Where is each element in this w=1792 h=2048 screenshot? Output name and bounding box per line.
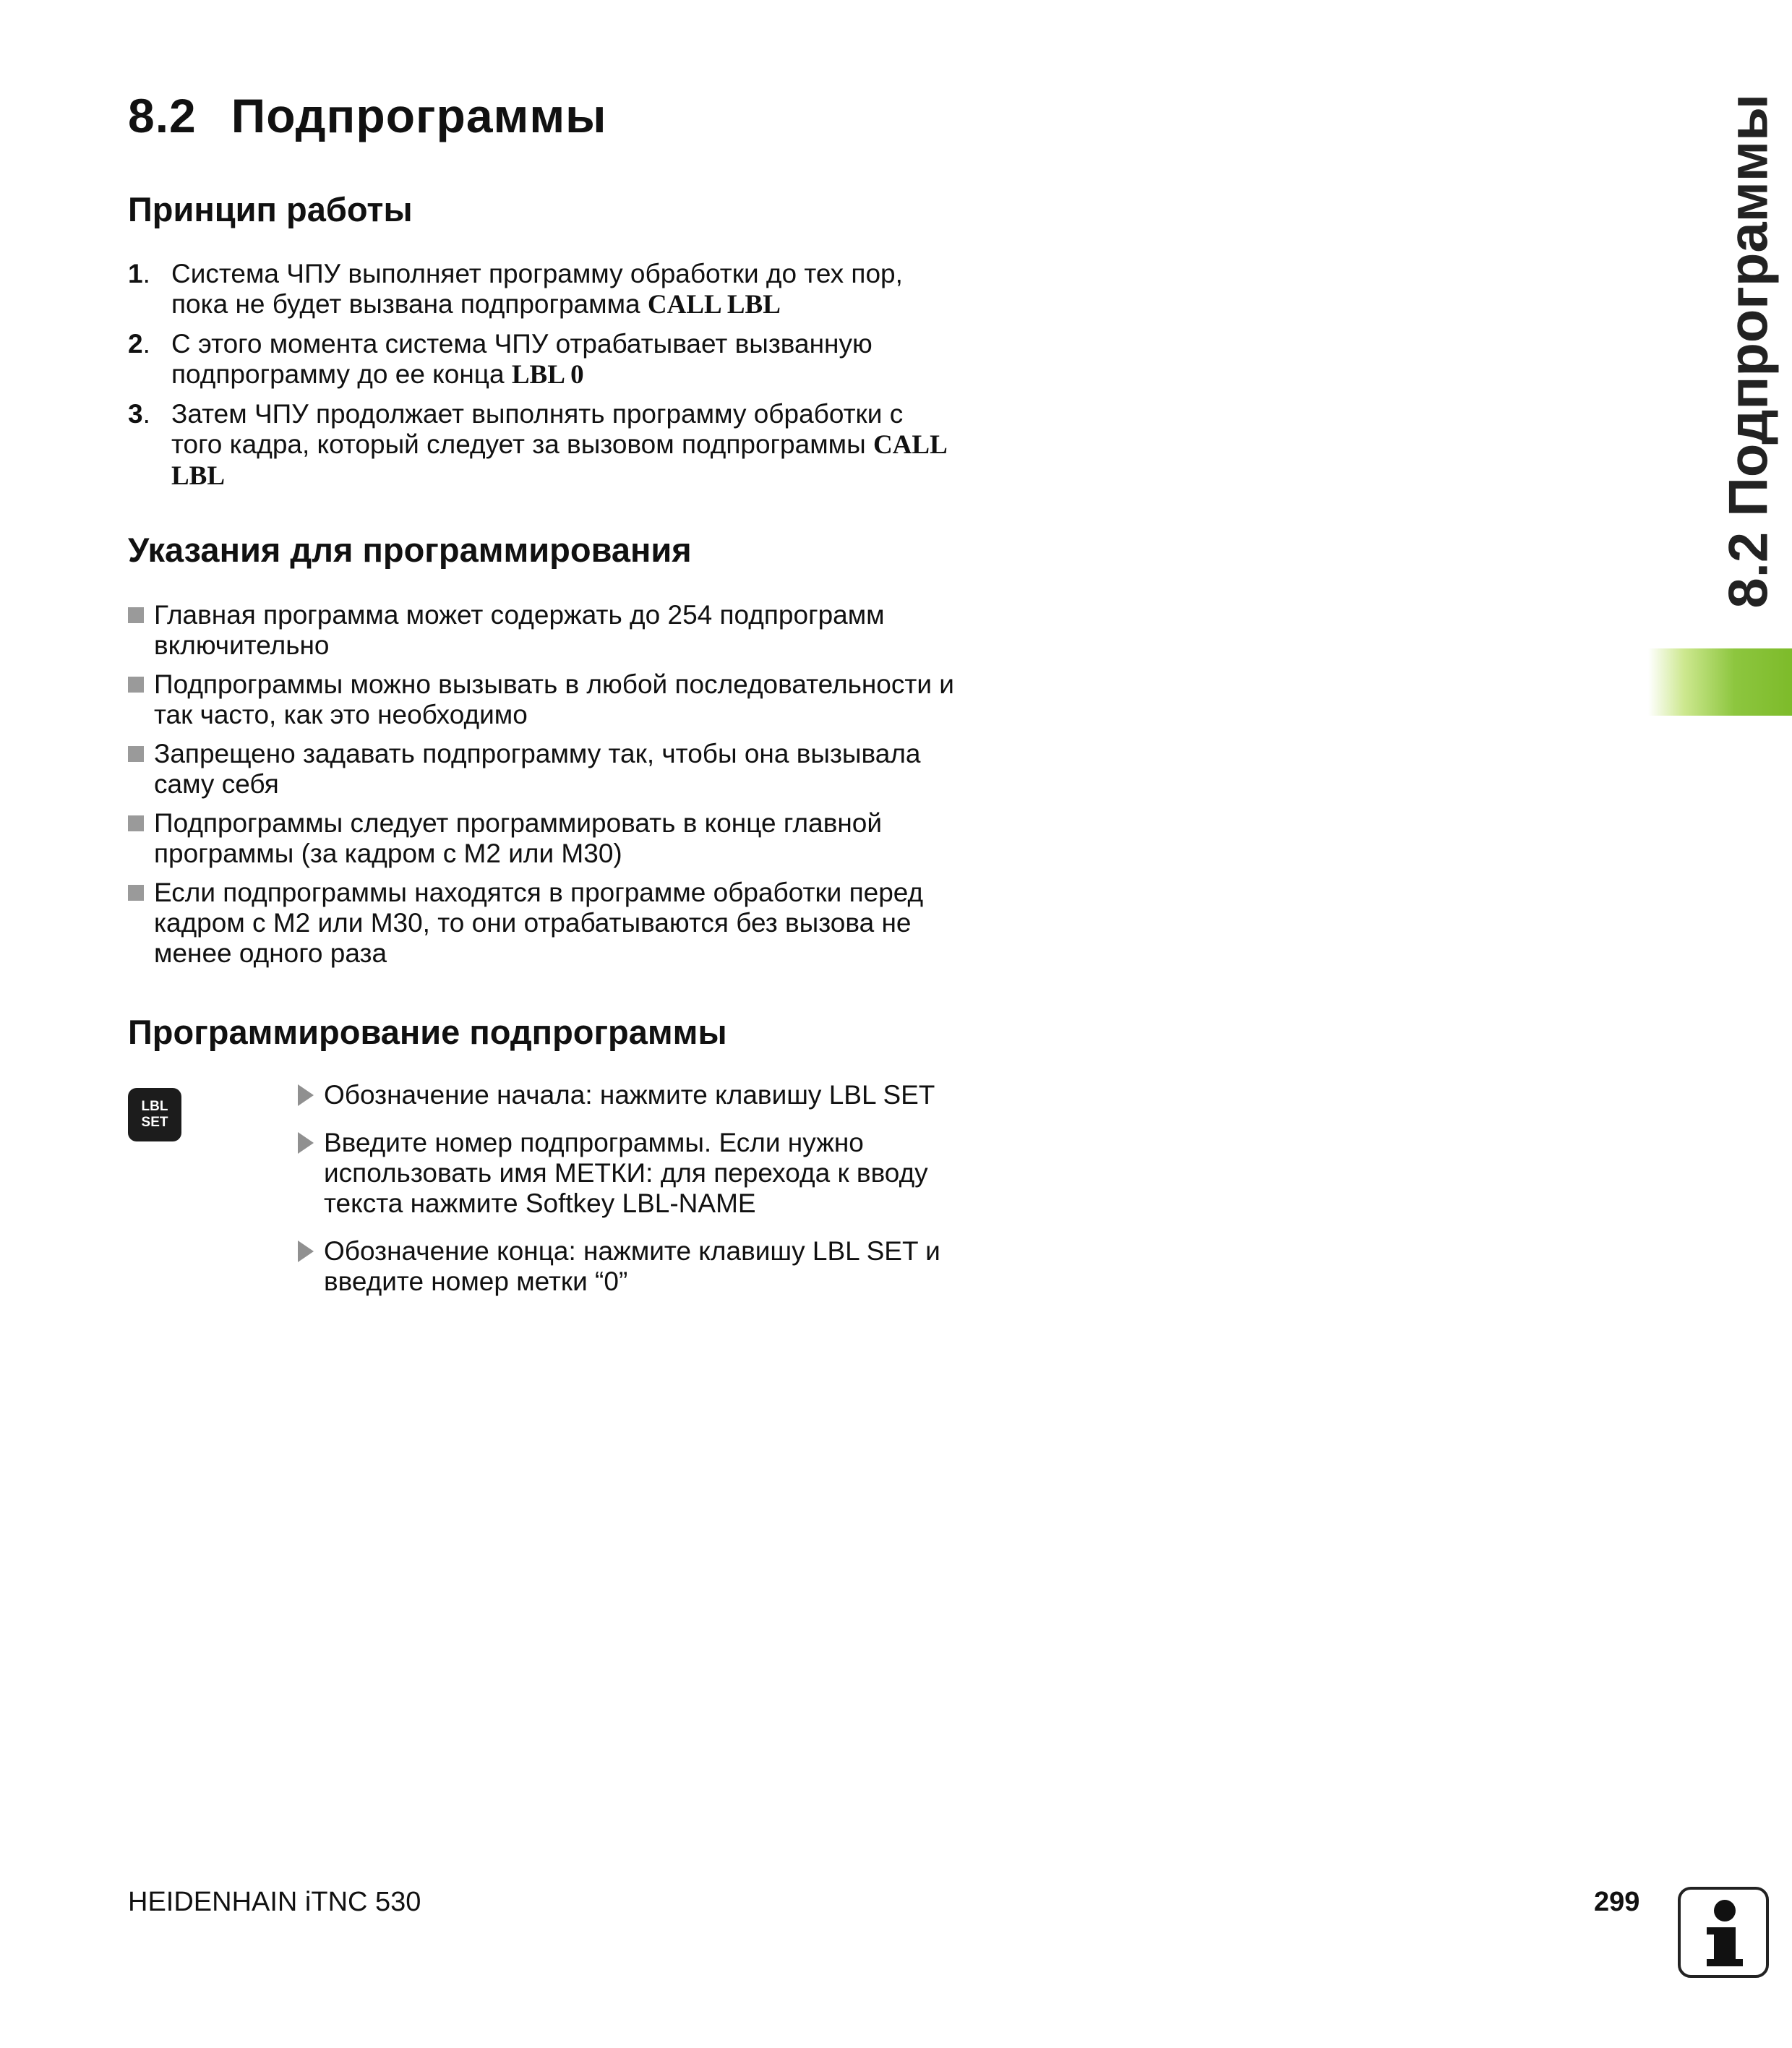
step-arrow-icon xyxy=(298,1241,314,1262)
code-lbl-0: LBL 0 xyxy=(511,360,584,390)
list-item: 3. Затем ЧПУ продолжает выполнять программу обработки с того кадра, который следует за вызовом подпрограммы CALL LBL xyxy=(128,399,946,491)
heading-programming-notes: Указания для программирования xyxy=(128,531,692,569)
page-title xyxy=(128,88,607,143)
step-arrow-icon xyxy=(298,1084,314,1106)
list-item: Обозначение начала: нажмите клавишу LBL SET xyxy=(298,1080,985,1110)
heading-subprogram-programming: Программирование подпрограммы xyxy=(128,1013,727,1051)
item-text: Система ЧПУ выполняет программу обработки до тех пор, пока не будет вызвана подпрограмма xyxy=(171,259,903,319)
bullet-square-icon xyxy=(128,607,144,623)
bullet-square-icon xyxy=(128,746,144,762)
bullet-square-icon xyxy=(128,885,144,901)
item-number: 1 xyxy=(128,259,143,288)
list-item: 1. Система ЧПУ выполняет программу обработки до тех пор, пока не будет вызвана подпрограмма CALL LBL xyxy=(128,259,903,320)
side-chapter-label: 8.2 Подпрограммы xyxy=(1718,94,1779,609)
list-item: Введите номер подпрограммы. Если нужно использовать имя МЕТКИ: для перехода к вводу текста нажмите Softkey LBL-NAME xyxy=(298,1128,985,1219)
list-item: Главная программа может содержать до 254 подпрограмм включительно xyxy=(128,600,981,661)
notes-list xyxy=(128,600,981,977)
chapter-tab-marker xyxy=(1648,648,1792,716)
info-icon xyxy=(1678,1887,1769,1978)
page-number: 299 xyxy=(1594,1887,1640,1917)
item-number: 3 xyxy=(128,399,143,429)
heading-principle: Принцип работы xyxy=(128,190,413,228)
bullet-square-icon xyxy=(128,815,144,831)
step-arrow-icon xyxy=(298,1132,314,1154)
list-item: Подпрограммы можно вызывать в любой последовательности и так часто, как это необходимо xyxy=(128,669,981,730)
section-title: Подпрограммы xyxy=(231,89,607,142)
list-item: Если подпрограммы находятся в программе обработки перед кадром с М2 или М30, то они отрабатываются без вызова не менее одного раза xyxy=(128,878,981,969)
footer-product: HEIDENHAIN iTNC 530 xyxy=(128,1887,421,1917)
item-text: С этого момента система ЧПУ отрабатывает вызванную подпрограмму до ее конца xyxy=(171,329,873,389)
item-text: Затем ЧПУ продолжает выполнять программу обработки с того кадра, который следует за вызовом подпрограммы xyxy=(171,399,904,459)
list-item: 2. С этого момента система ЧПУ отрабатывает вызванную подпрограмму до ее конца LBL 0 xyxy=(128,329,873,390)
steps-list xyxy=(298,1080,985,1314)
code-call-lbl: CALL LBL xyxy=(647,290,781,320)
item-number: 2 xyxy=(128,329,143,359)
list-item: Подпрограммы следует программировать в конце главной программы (за кадром с М2 или М30) xyxy=(128,808,981,869)
lbl-set-key-icon: LBL SET xyxy=(128,1088,181,1141)
principle-list xyxy=(128,259,959,500)
section-number: 8.2 xyxy=(128,89,197,142)
list-item: Запрещено задавать подпрограмму так, чтобы она вызывала саму себя xyxy=(128,739,981,800)
list-item: Обозначение конца: нажмите клавишу LBL SET и введите номер метки “0” xyxy=(298,1236,985,1297)
bullet-square-icon xyxy=(128,677,144,693)
code-call-lbl: CALL LBL xyxy=(171,430,946,491)
